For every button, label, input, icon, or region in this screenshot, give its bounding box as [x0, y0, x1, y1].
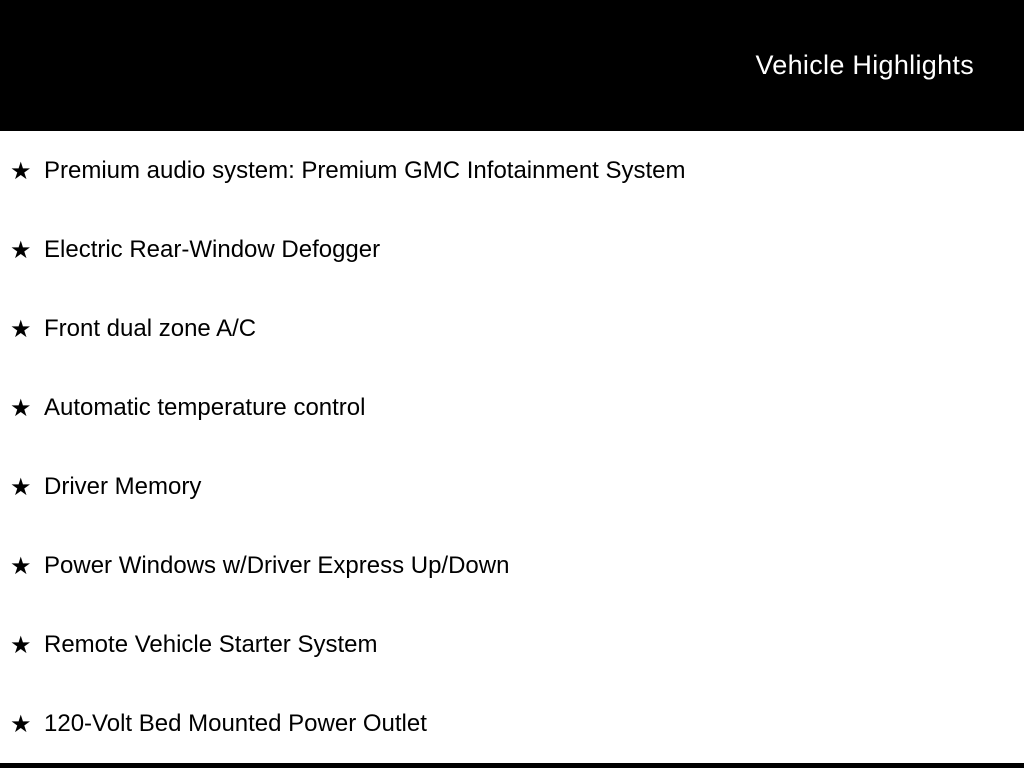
list-item	[10, 368, 1024, 447]
star-icon: ★	[10, 472, 32, 501]
list-item	[10, 526, 1024, 605]
list-item-label: Automatic temperature control	[44, 393, 366, 421]
list-item	[10, 131, 1024, 210]
star-icon: ★	[10, 156, 32, 185]
list-item-label: Front dual zone A/C	[44, 314, 257, 342]
star-icon: ★	[10, 551, 32, 580]
list-item-label: Driver Memory	[44, 472, 202, 500]
list-item	[10, 684, 1024, 763]
list-item-label: Remote Vehicle Starter System	[44, 630, 378, 658]
list-item-label: Power Windows w/Driver Express Up/Down	[44, 551, 510, 579]
list-item-label: Electric Rear-Window Defogger	[44, 235, 381, 263]
list-item	[10, 605, 1024, 684]
star-icon: ★	[10, 235, 32, 264]
page-title: Vehicle Highlights	[755, 50, 974, 80]
footer-bar	[0, 763, 1024, 768]
star-icon: ★	[10, 314, 32, 343]
star-icon: ★	[10, 393, 32, 422]
star-icon: ★	[10, 630, 32, 659]
list-item-label: Premium audio system: Premium GMC Infotainment System	[44, 156, 686, 184]
highlights-list	[0, 131, 1024, 763]
list-item	[10, 210, 1024, 289]
list-item-label: 120-Volt Bed Mounted Power Outlet	[44, 709, 427, 737]
list-item	[10, 447, 1024, 526]
header-bar	[0, 0, 1024, 131]
star-icon: ★	[10, 709, 32, 738]
list-item	[10, 289, 1024, 368]
